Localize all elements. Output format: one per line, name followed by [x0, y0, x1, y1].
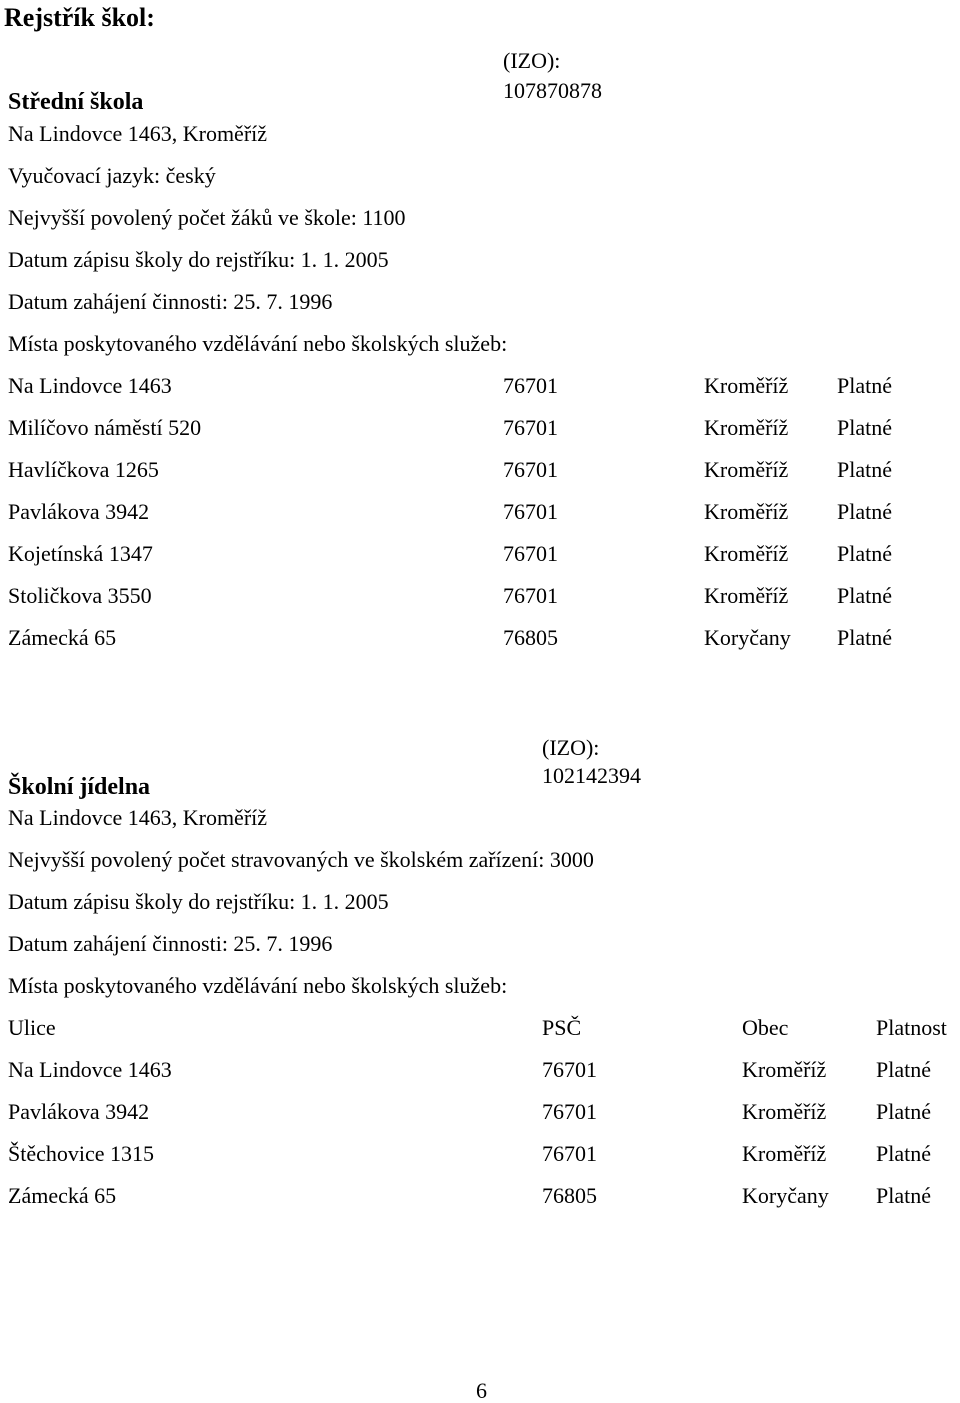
place-city: Kroměříž	[742, 1057, 827, 1082]
place-status: Platné	[876, 1057, 931, 1082]
column-header-status: Platnost	[876, 1015, 947, 1040]
place-city: Kroměříž	[704, 541, 789, 566]
place-zip: 76701	[503, 457, 558, 482]
place-zip: 76701	[503, 583, 558, 608]
place-street: Zámecká 65	[8, 625, 117, 650]
place-street: Milíčovo náměstí 520	[8, 415, 202, 440]
school-izo-label: (IZO):	[503, 48, 561, 73]
canteen-address: Na Lindovce 1463, Kroměříž	[8, 805, 268, 830]
place-zip: 76701	[503, 415, 558, 440]
place-city: Koryčany	[742, 1183, 829, 1208]
canteen-places-heading: Místa poskytovaného vzdělávání nebo školských služeb:	[8, 973, 508, 998]
canteen-capacity: Nejvyšší povolený počet stravovaných ve školském zařízení: 3000	[8, 847, 594, 872]
column-header-zip: PSČ	[542, 1015, 582, 1040]
place-zip: 76701	[503, 499, 558, 524]
place-zip: 76805	[503, 625, 558, 650]
place-street: Na Lindovce 1463	[8, 373, 172, 398]
place-city: Kroměříž	[704, 373, 789, 398]
column-header-city: Obec	[742, 1015, 789, 1040]
place-status: Platné	[837, 457, 892, 482]
school-address: Na Lindovce 1463, Kroměříž	[8, 121, 268, 146]
place-city: Kroměříž	[704, 583, 789, 608]
canteen-izo-label: (IZO):	[542, 735, 600, 760]
place-city: Koryčany	[704, 625, 791, 650]
place-status: Platné	[876, 1183, 931, 1208]
school-language: Vyučovací jazyk: český	[8, 163, 216, 188]
place-city: Kroměříž	[742, 1141, 827, 1166]
column-header-street: Ulice	[8, 1015, 56, 1040]
place-status: Platné	[837, 499, 892, 524]
canteen-start-date: Datum zahájení činnosti: 25. 7. 1996	[8, 931, 333, 956]
place-status: Platné	[876, 1099, 931, 1124]
place-street: Pavlákova 3942	[8, 1099, 150, 1124]
place-zip: 76701	[542, 1099, 597, 1124]
school-izo-value: 107870878	[503, 78, 602, 103]
place-city: Kroměříž	[704, 415, 789, 440]
canteen-name: Školní jídelna	[8, 774, 151, 800]
place-street: Štěchovice 1315	[8, 1141, 155, 1166]
canteen-izo-value: 102142394	[542, 763, 641, 788]
school-capacity: Nejvyšší povolený počet žáků ve škole: 1100	[8, 205, 406, 230]
page-title: Rejstřík škol:	[4, 3, 155, 32]
place-status: Platné	[837, 625, 892, 650]
place-zip: 76701	[503, 541, 558, 566]
place-city: Kroměříž	[704, 499, 789, 524]
school-registration-date: Datum zápisu školy do rejstříku: 1. 1. 2005	[8, 247, 389, 272]
place-status: Platné	[837, 583, 892, 608]
place-street: Havlíčkova 1265	[8, 457, 159, 482]
place-city: Kroměříž	[742, 1099, 827, 1124]
canteen-registration-date: Datum zápisu školy do rejstříku: 1. 1. 2005	[8, 889, 389, 914]
place-zip: 76805	[542, 1183, 597, 1208]
place-street: Stoličkova 3550	[8, 583, 152, 608]
school-start-date: Datum zahájení činnosti: 25. 7. 1996	[8, 289, 333, 314]
school-name: Střední škola	[8, 89, 144, 115]
place-zip: 76701	[503, 373, 558, 398]
place-status: Platné	[837, 415, 892, 440]
place-street: Na Lindovce 1463	[8, 1057, 172, 1082]
place-zip: 76701	[542, 1057, 597, 1082]
school-places-heading: Místa poskytovaného vzdělávání nebo školských služeb:	[8, 331, 508, 356]
place-status: Platné	[837, 541, 892, 566]
place-status: Platné	[837, 373, 892, 398]
place-street: Zámecká 65	[8, 1183, 117, 1208]
place-street: Kojetínská 1347	[8, 541, 153, 566]
place-city: Kroměříž	[704, 457, 789, 482]
place-street: Pavlákova 3942	[8, 499, 150, 524]
page-number: 6	[476, 1378, 487, 1403]
place-status: Platné	[876, 1141, 931, 1166]
place-zip: 76701	[542, 1141, 597, 1166]
